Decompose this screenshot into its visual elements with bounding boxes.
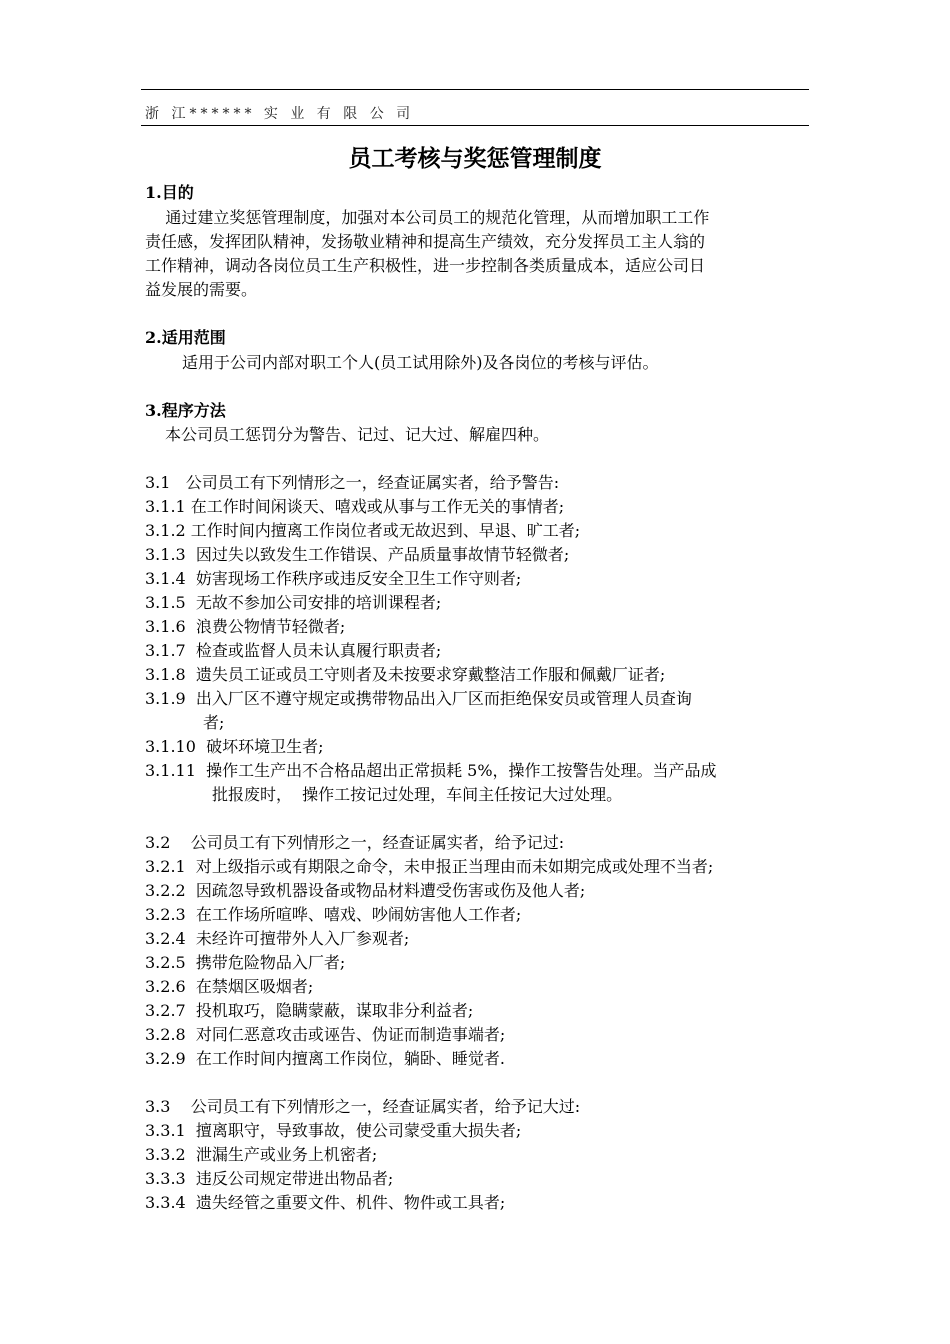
clause-item: 3.2.8 对同仁恶意攻击或诬告、伪证而制造事端者;: [145, 1025, 506, 1044]
clause-item: 3.2.6 在禁烟区吸烟者;: [145, 977, 314, 996]
section-1-line: 工作精神，调动各岗位员工生产积极性，进一步控制各类质量成本，适应公司日: [145, 256, 706, 275]
clause-item: 3.1.9 出入厂区不遵守规定或携带物品出入厂区而拒绝保安员或管理人员查询: [145, 689, 692, 708]
section-1-line: 益发展的需要。: [145, 280, 258, 299]
clause-item: 3.1.2 工作时间内擅离工作岗位者或无故迟到、早退、旷工者;: [145, 521, 581, 540]
section-3-intro: 本公司员工惩罚分为警告、记过、记大过、解雇四种。: [165, 425, 550, 444]
clause-item: 3.2.5 携带危险物品入厂者;: [145, 953, 346, 972]
clause-item: 3.3.2 泄漏生产或业务上机密者;: [145, 1145, 378, 1164]
section-2-text: 适用于公司内部对职工个人(员工试用除外)及各岗位的考核与评估。: [182, 353, 659, 372]
clause-item-continuation: 者;: [203, 713, 225, 732]
clause-item: 3.2.2 因疏忽导致机器设备或物品材料遭受伤害或伤及他人者;: [145, 881, 586, 900]
clause-item-continuation: 批报废时， 操作工按记过处理，车间主任按记大过处理。: [212, 785, 623, 804]
clause-item: 3.1.8 遗失员工证或员工守则者及未按要求穿戴整洁工作服和佩戴厂证者;: [145, 665, 666, 684]
clause-item: 3.2.7 投机取巧，隐瞒蒙蔽，谋取非分利益者;: [145, 1001, 474, 1020]
section-1-line: 通过建立奖惩管理制度，加强对本公司员工的规范化管理，从而增加职工工作: [145, 208, 710, 227]
clause-item: 3.1.5 无故不参加公司安排的培训课程者;: [145, 593, 442, 612]
clause-item: 3.2.4 未经许可擅带外人入厂参观者;: [145, 929, 410, 948]
clause-item: 3.1.11 操作工生产出不合格品超出正常损耗 5%，操作工按警告处理。当产品成: [145, 761, 717, 780]
section-1-heading: 1.目的: [145, 183, 194, 202]
clause-3-3-title: 3.3 公司员工有下列情形之一，经查证属实者，给予记大过:: [145, 1097, 581, 1116]
section-1-line: 责任感，发挥团队精神，发扬敬业精神和提高生产绩效，充分发挥员工主人翁的: [145, 232, 706, 251]
clause-item: 3.3.3 违反公司规定带进出物品者;: [145, 1169, 394, 1188]
clause-3-2-title: 3.2 公司员工有下列情形之一，经查证属实者，给予记过:: [145, 833, 565, 852]
clause-item: 3.3.4 遗失经管之重要文件、机件、物件或工具者;: [145, 1193, 506, 1212]
clause-item: 3.1.7 检查或监督人员未认真履行职责者;: [145, 641, 442, 660]
clause-item: 3.2.9 在工作时间内擅离工作岗位，躺卧、睡觉者.: [145, 1049, 505, 1068]
clause-item: 3.1.4 妨害现场工作秩序或违反安全卫生工作守则者;: [145, 569, 522, 588]
company-header: 浙 江****** 实 业 有 限 公 司: [145, 106, 415, 122]
section-3-heading: 3.程序方法: [145, 401, 226, 420]
clause-item: 3.2.1 对上级指示或有期限之命令，未申报正当理由而未如期完成或处理不当者;: [145, 857, 714, 876]
header-top-rule: [141, 89, 809, 90]
clause-item: 3.1.10 破坏环境卫生者;: [145, 737, 324, 756]
section-2-heading: 2.适用范围: [145, 328, 226, 347]
clause-item: 3.1.6 浪费公物情节轻微者;: [145, 617, 346, 636]
header-bottom-rule: [141, 125, 809, 126]
document-title: 员工考核与奖惩管理制度: [348, 145, 602, 172]
clause-item: 3.2.3 在工作场所喧哗、嘻戏、吵闹妨害他人工作者;: [145, 905, 522, 924]
clause-item: 3.1.3 因过失以致发生工作错误、产品质量事故情节轻微者;: [145, 545, 570, 564]
clause-item: 3.3.1 擅离职守，导致事故，使公司蒙受重大损失者;: [145, 1121, 522, 1140]
clause-item: 3.1.1 在工作时间闲谈天、嘻戏或从事与工作无关的事情者;: [145, 497, 565, 516]
clause-3-1-title: 3.1 公司员工有下列情形之一，经查证属实者，给予警告:: [145, 473, 560, 492]
